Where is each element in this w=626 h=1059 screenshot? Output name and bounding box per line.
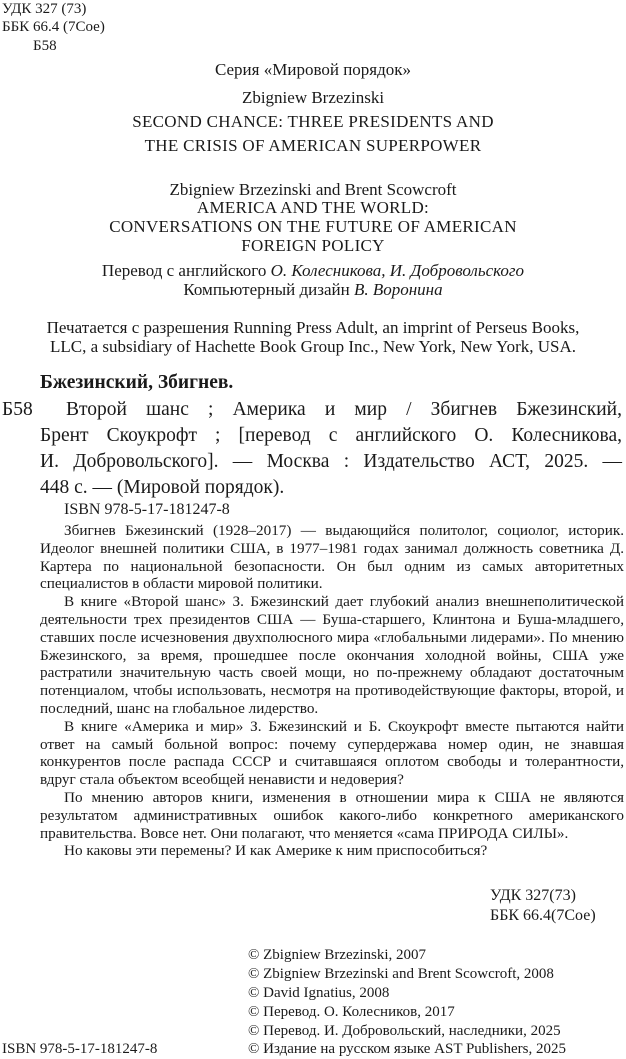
author-mark: Б58 [33, 38, 57, 54]
design-prefix: Компьютерный дизайн [183, 280, 354, 299]
annotation-paragraph: В книге «Второй шанс» З. Бжезинский дает глубокий анализ внешнеполитической деятельности трех президентов США — Буша-старшего, Клинтона и Буша-младшего, ставших после исчезновения двухполюсного мира «глобальными лидерами». По мнению Бжезинского, за время, прошедшее после окончания холодной войны, США уже растратили значительную часть своей мощи, но по-прежнему обладают достаточным потенциалом, чтобы использовать, несмотря на противодействующие факторы, второй, и последний, шанс на глобальное лидерство. [40, 593, 624, 717]
book2-title-line3: FOREIGN POLICY [241, 236, 385, 255]
udk-code: УДК 327 (73) [2, 1, 87, 17]
copyright-line: © Перевод. О. Колесников, 2017 [248, 1004, 455, 1020]
catalog-line2: Брент Скоукрофт ; [перевод с английского О. Колесникова, [40, 425, 622, 446]
copyright-line: © David Ignatius, 2008 [248, 985, 390, 1001]
book2-title-line1: AMERICA AND THE WORLD: [196, 198, 430, 217]
catalog-isbn: ISBN 978-5-17-181247-8 [64, 501, 230, 518]
catalog-mark: Б58 [2, 399, 33, 420]
catalog-line1: Второй шанс ; Америка и мир / Збигнев Бжезинский, [66, 399, 622, 420]
bottom-bbk: ББК 66.4(7Сое) [490, 907, 596, 924]
design-credit [0, 280, 626, 300]
book1-title-line1: SECOND CHANCE: THREE PRESIDENTS AND [132, 112, 494, 131]
copyright-line: © Zbigniew Brzezinski, 2007 [248, 947, 427, 963]
annotation [40, 522, 624, 860]
catalog-line4: 448 с. — (Мировой порядок). [40, 477, 285, 498]
permission-line1: Печатается с разрешения Running Press Adult, an imprint of Perseus Books, [46, 318, 580, 337]
translators: О. Колесникова, И. Добровольского [270, 261, 525, 280]
copyright-line: © Перевод. И. Добровольский, наследники, 2025 [248, 1023, 561, 1039]
bbk-code: ББК 66.4 (7Сое) [2, 19, 105, 35]
designer: В. Воронина [353, 280, 443, 299]
book1-title-line2: THE CRISIS OF AMERICAN SUPERPOWER [144, 136, 482, 155]
catalog-heading: Бжезинский, Збигнев. [40, 372, 234, 393]
annotation-paragraph: Збигнев Бжезинский (1928–2017) — выдающийся политолог, социолог, историк. Идеолог внешней политики США, в 1977–1981 годах занимал должность советника Д. Картера по национальной безопасности. Он был одним из самых авторитетных специалистов в области мировой политики. [40, 522, 624, 593]
series-title: Серия «Мировой порядок» [214, 60, 412, 79]
annotation-paragraph: В книге «Америка и мир» З. Бжезинский и Б. Скоукрофт вместе пытаются найти ответ на самый больной вопрос: почему супердержава номер один, не знавшая конкурентов после распада СССР и считавшаяся оплотом свободы и толерантности, вдруг стала объектом всеобщей ненависти и недоверия? [40, 717, 624, 789]
copyright-line: © Издание на русском языке AST Publishers, 2025 [248, 1041, 566, 1057]
translation-prefix: Перевод с английского [101, 261, 271, 280]
annotation-paragraph: По мнению авторов книги, изменения в отношении мира к США не являются результатом административных ошибок какого-либо конкретного американского правительства. Вовсе нет. Они полагают, что меняется «сама ПРИРОДА СИЛЫ». [40, 788, 624, 842]
bottom-udk: УДК 327(73) [490, 887, 576, 904]
translation-credit [0, 261, 626, 281]
annotation-paragraph: Но каковы эти перемены? И как Америке к ним приспособиться? [64, 842, 488, 860]
copyright-line: © Zbigniew Brzezinski and Brent Scowcroft, 2008 [248, 966, 554, 982]
permission-line2: LLC, a subsidiary of Hachette Book Group Inc., New York, New York, USA. [49, 337, 576, 356]
book1-author: Zbigniew Brzezinski [241, 88, 385, 107]
bottom-isbn: ISBN 978-5-17-181247-8 [2, 1041, 158, 1057]
book2-authors: Zbigniew Brzezinski and Brent Scowcroft [169, 180, 457, 199]
book2-title-line2: CONVERSATIONS ON THE FUTURE OF AMERICAN [109, 217, 517, 236]
catalog-line3: И. Добровольского]. — Москва : Издательство АСТ, 2025. — [40, 451, 622, 472]
